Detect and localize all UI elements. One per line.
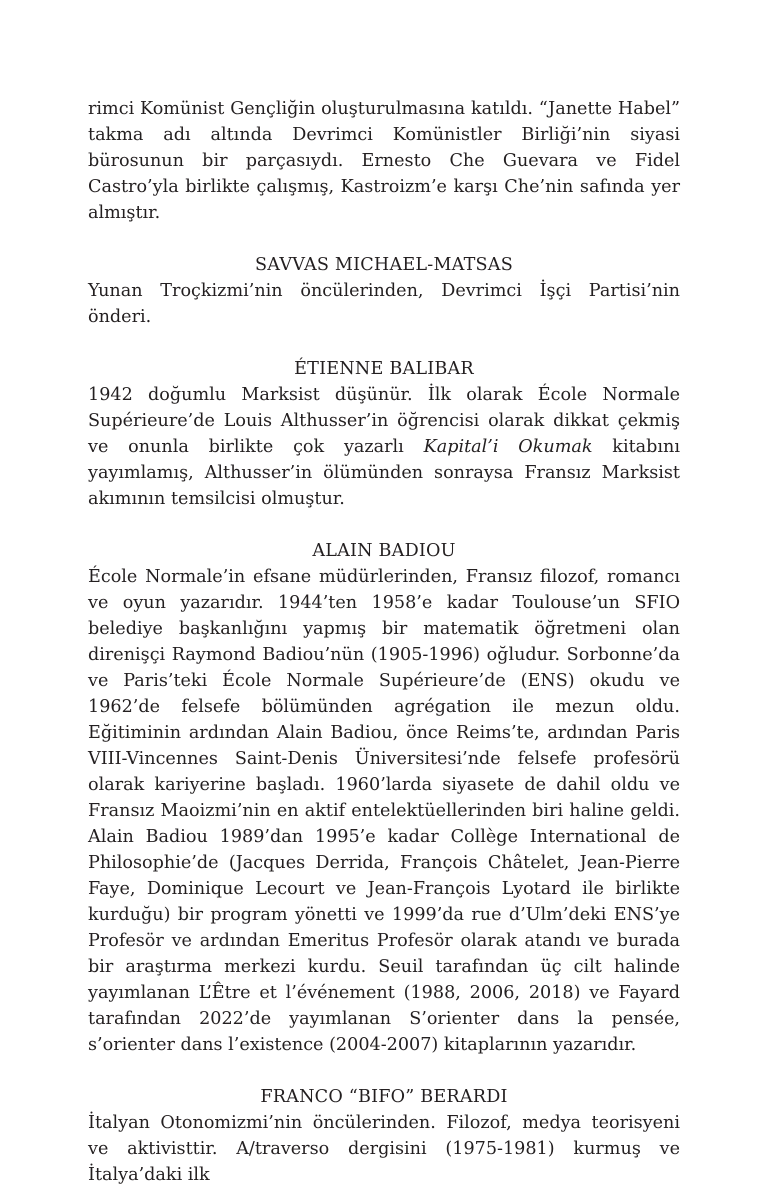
author-bio-berardi: İtalyan Otonomizmi’nin öncülerinden. Filozof, medya teorisyeni ve aktivisttir. A/traverso dergisini (1975-1981) kurmuş ve İtalya’daki ilk: [88, 1113, 680, 1185]
author-bio-balibar: [88, 382, 680, 512]
author-bio-matsas: Yunan Troçkizmi’nin öncülerinden, Devrimci İşçi Partisi’nin önderi.: [88, 281, 680, 327]
intro-paragraph: rimci Komünist Gençliğin oluşturulmasına katıldı. “Janette Habel” takma adı altında Devrimci Komünistler Birliği’nin siyasi bürosunun bir parçasıydı. Ernesto Che Guevara ve Fidel Castro’yla birlikte çalışmış, Kastroizm’e karşı Che’nin safında yer almıştır.: [88, 99, 680, 223]
author-heading-berardi: FRANCO “BIFO” BERARDI: [260, 1087, 508, 1107]
bio-text-after-title: kitabını yayımlamış, Althusser’in ölümünden sonraysa Fransız Marksist akımının temsilcisi olmuştur.: [88, 437, 680, 509]
author-heading-matsas: SAVVAS MICHAEL-MATSAS: [255, 255, 513, 275]
author-heading-balibar: ÉTIENNE BALIBAR: [294, 359, 474, 379]
document-page: [88, 96, 680, 1188]
bio-text-before-title: 1942 doğumlu Marksist düşünür. İlk olarak École Normale Supérieure’de Louis Althusser’in öğrencisi olarak dikkat çekmiş ve onunla birlikte çok yazarlı: [88, 385, 680, 457]
book-title: Kapital’i Okumak: [423, 437, 593, 457]
author-bio-badiou: École Normale’in efsane müdürlerinden, Fransız filozof, romancı ve oyun yazarıdır. 1944’ten 1958’e kadar Toulouse’un SFIO belediye başkanlığını yapmış bir matematik öğretmeni olan direnişçi Raymond Badiou’nün (1905-1996) oğludur. Sorbonne’da ve Paris’teki École Normale Supérieure’de (ENS) okudu ve 1962’de felsefe bölümünden agrégation ile mezun oldu. Eğitiminin ardından Alain Badiou, önce Reims’te, ardından Paris VIII-Vincennes Saint-Denis Üniversitesi’nde felsefe profesörü olarak kariyerine başladı. 1960’larda siyasete de dahil oldu ve Fransız Maoizmi’nin en aktif entelektüellerinden biri haline geldi. Alain Badiou 1989’dan 1995’e kadar Collège International de Philosophie’de (Jacques Derrida, François Châtelet, Jean-Pierre Faye, Dominique Lecourt ve Jean-François Lyotard ile birlikte kurduğu) bir program yönetti ve 1999’da rue d’Ulm’deki ENS’ye Profesör ve ardından Emeritus Profesör olarak atandı ve burada bir araştırma merkezi kurdu. Seuil tarafından üç cilt halinde yayımlanan L’Être et l’événement (1988, 2006, 2018) ve Fayard tarafından 2022’de yayımlanan S’orienter dans la pensée, s’orienter dans l’existence (2004-2007) kitaplarının yazarıdır.: [88, 567, 680, 1055]
author-heading-badiou: ALAIN BADIOU: [312, 541, 456, 561]
